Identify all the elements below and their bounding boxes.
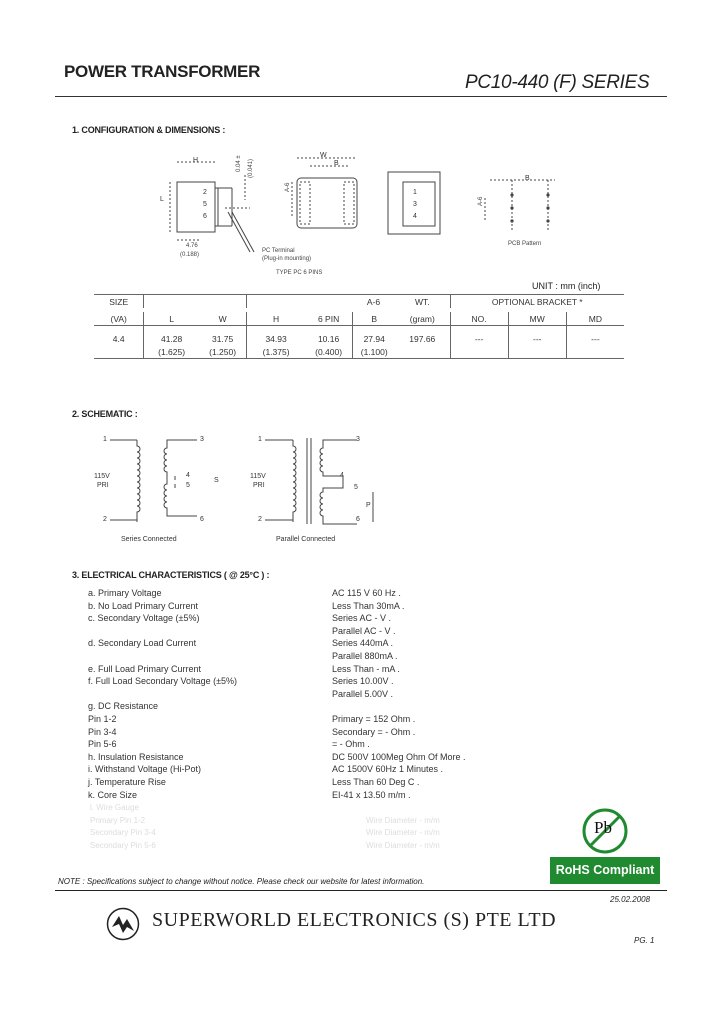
series-pri: PRI bbox=[97, 482, 109, 489]
spec-label: Pin 5-6 bbox=[88, 739, 117, 750]
th-h: H bbox=[247, 312, 305, 326]
parallel-pin-3: 3 bbox=[356, 436, 360, 443]
series-caption: Series Connected bbox=[121, 536, 177, 543]
footer-divider bbox=[55, 890, 667, 891]
cell-va-in bbox=[94, 345, 144, 359]
cell-w-in: (1.250) bbox=[209, 346, 237, 357]
spec-values bbox=[332, 587, 552, 801]
pin-dim-inch-label: (0.041) bbox=[248, 158, 254, 178]
pin-label-2: 2 bbox=[203, 189, 207, 196]
spec-value: AC 115 V 60 Hz . bbox=[332, 588, 401, 598]
spec-value: Less Than 30mA . bbox=[332, 600, 405, 611]
label-h: H bbox=[193, 157, 199, 164]
footer-note: NOTE : Specifications subject to change without notice. Please check our website for latest information. bbox=[58, 877, 425, 886]
th-l: L bbox=[144, 312, 199, 326]
page-title: POWER TRANSFORMER bbox=[64, 62, 261, 81]
faded-label: l. Wire Gauge bbox=[90, 803, 139, 812]
spec-labels bbox=[88, 587, 328, 801]
th-no: NO. bbox=[450, 312, 508, 326]
dimension-drawings bbox=[150, 140, 570, 285]
spec-value: AC 1500V 60Hz 1 Minutes . bbox=[332, 764, 444, 775]
spec-value: Secondary = - Ohm . bbox=[332, 726, 416, 737]
spec-value: Parallel 5.00V . bbox=[332, 688, 394, 699]
pin-label-4: 4 bbox=[413, 213, 417, 220]
spec-value: Parallel 880mA . bbox=[332, 650, 398, 661]
faded-labels bbox=[90, 802, 290, 852]
cell-w: 31.75 bbox=[211, 333, 234, 344]
spec-label: c. Secondary Voltage (±5%) bbox=[88, 613, 200, 624]
spec-value: Series 10.00V . bbox=[332, 676, 394, 687]
cell-b: 27.94 bbox=[353, 326, 395, 346]
plugin-label: (Plug-in mounting) bbox=[262, 256, 312, 262]
parallel-pin-4: 4 bbox=[340, 472, 344, 479]
company-name: SUPERWORLD ELECTRONICS (S) PTE LTD bbox=[152, 909, 557, 931]
spec-label bbox=[88, 625, 328, 638]
spec-value: = - Ohm . bbox=[332, 739, 370, 750]
section3-heading: 3. ELECTRICAL CHARACTERISTICS ( @ 25°C ) : bbox=[72, 570, 270, 580]
cell-l-in: (1.625) bbox=[144, 345, 199, 359]
spec-value: Primary = 152 Ohm . bbox=[332, 713, 416, 724]
cell-h: 34.93 bbox=[247, 326, 305, 346]
th-a6: A-6 bbox=[247, 295, 395, 309]
th-va: (VA) bbox=[110, 313, 127, 324]
series-pin-1: 1 bbox=[103, 436, 107, 443]
page-number: PG. 1 bbox=[634, 936, 655, 945]
parallel-pin-1: 1 bbox=[258, 436, 262, 443]
table-row bbox=[94, 345, 624, 359]
header-divider bbox=[55, 96, 667, 97]
company-logo-icon bbox=[106, 907, 140, 941]
faded-label: Secondary Pin 3-4 bbox=[90, 828, 156, 838]
spec-label: k. Core Size bbox=[88, 789, 138, 800]
faded-label: Primary Pin 1-2 bbox=[90, 815, 146, 825]
series-s: S bbox=[214, 477, 219, 484]
series-pin-4: 4 bbox=[186, 472, 190, 479]
th-md: MD bbox=[566, 312, 624, 326]
cell-b-in: (1.100) bbox=[353, 345, 395, 359]
th-bracket: OPTIONAL BRACKET * bbox=[450, 295, 624, 309]
faded-value: Wire Diameter - m/m bbox=[366, 815, 440, 825]
faded-value: Wire Diameter - m/m bbox=[366, 828, 440, 838]
pin-dim-label: 0.04 ± bbox=[236, 155, 242, 172]
parallel-voltage: 115V bbox=[250, 473, 266, 480]
th-b: B bbox=[353, 312, 395, 326]
parallel-pin-6: 6 bbox=[356, 516, 360, 523]
spec-label: d. Secondary Load Current bbox=[88, 638, 197, 649]
series-pin-2: 2 bbox=[103, 516, 107, 523]
pin-label-5: 5 bbox=[203, 201, 207, 208]
spec-label: g. DC Resistance bbox=[88, 701, 159, 712]
th-w: W bbox=[218, 313, 227, 324]
parallel-caption: Parallel Connected bbox=[276, 536, 336, 543]
faded-label: Secondary Pin 5-6 bbox=[90, 840, 156, 850]
spec-label: i. Withstand Voltage (Hi-Pot) bbox=[88, 764, 202, 775]
parallel-p: P bbox=[366, 502, 371, 509]
pitch-label: 4.76 bbox=[186, 243, 198, 249]
cell-md: --- bbox=[566, 326, 624, 346]
cell-h-in: (1.375) bbox=[247, 345, 305, 359]
cell-va: 4.4 bbox=[112, 333, 125, 344]
label-a6-front: A-6 bbox=[285, 182, 291, 192]
series-voltage: 115V bbox=[94, 473, 110, 480]
parallel-pin-2: 2 bbox=[258, 516, 262, 523]
spec-value: Series 440mA . bbox=[332, 638, 394, 649]
spec-value: Parallel AC - V . bbox=[332, 625, 396, 636]
label-w: W bbox=[320, 152, 327, 159]
cell-no: --- bbox=[450, 326, 508, 346]
series-pin-6: 6 bbox=[200, 516, 204, 523]
series-pin-5: 5 bbox=[186, 482, 190, 489]
spec-label bbox=[88, 688, 328, 701]
cell-md-in bbox=[566, 345, 624, 359]
spec-label: f. Full Load Secondary Voltage (±5%) bbox=[88, 676, 238, 687]
faded-value: Wire Diameter - m/m bbox=[366, 840, 440, 850]
th-gram: (gram) bbox=[409, 313, 435, 324]
cell-wt: 197.66 bbox=[409, 333, 436, 344]
spec-value: DC 500V 100Meg Ohm Of More . bbox=[332, 751, 466, 762]
section2-heading: 2. SCHEMATIC : bbox=[72, 409, 138, 419]
pin-label-6: 6 bbox=[203, 213, 207, 220]
pin-label-3: 3 bbox=[413, 201, 417, 208]
pitch-inch-label: (0.188) bbox=[180, 252, 200, 258]
series-title: PC10-440 (F) SERIES bbox=[465, 72, 650, 93]
dimensions-table bbox=[94, 294, 624, 359]
label-l: L bbox=[160, 196, 164, 203]
th-size: SIZE bbox=[109, 296, 129, 307]
th-mw: MW bbox=[508, 312, 566, 326]
spec-label: Pin 3-4 bbox=[88, 726, 117, 737]
spec-label: e. Full Load Primary Current bbox=[88, 663, 202, 674]
label-b: B bbox=[334, 160, 339, 167]
parallel-pin-5: 5 bbox=[354, 484, 358, 491]
cell-l: 41.28 bbox=[144, 326, 199, 346]
cell-wt-in bbox=[395, 345, 450, 359]
spec-value: Less Than 60 Deg C . bbox=[332, 776, 420, 787]
table-row bbox=[94, 326, 624, 346]
pc-terminal-label: PC Terminal bbox=[262, 248, 295, 254]
section1-heading: 1. CONFIGURATION & DIMENSIONS : bbox=[72, 125, 226, 135]
cell-no-in bbox=[450, 345, 508, 359]
spec-label: Pin 1-2 bbox=[88, 713, 117, 724]
th-6pin: 6 PIN bbox=[317, 313, 340, 324]
rohs-badge: RoHS Compliant bbox=[550, 857, 660, 884]
spec-value: EI-41 x 13.50 m/m . bbox=[332, 789, 411, 800]
faded-value bbox=[366, 802, 546, 815]
spec-value bbox=[332, 700, 552, 713]
pb-label: Pb bbox=[594, 818, 612, 837]
spec-label: h. Insulation Resistance bbox=[88, 751, 184, 762]
type-note: TYPE PC 6 PINS bbox=[276, 270, 323, 276]
document-date: 25.02.2008 bbox=[610, 895, 651, 904]
label-b-pcb: B bbox=[525, 175, 530, 182]
spec-label: a. Primary Voltage bbox=[88, 588, 162, 598]
unit-label: UNIT : mm (inch) bbox=[532, 281, 601, 291]
parallel-pri: PRI bbox=[253, 482, 265, 489]
cell-mw: --- bbox=[508, 326, 566, 346]
spec-label: j. Temperature Rise bbox=[88, 776, 166, 787]
cell-6pin: 10.16 bbox=[317, 333, 340, 344]
faded-values bbox=[366, 802, 546, 852]
spec-value: Less Than - mA . bbox=[332, 663, 400, 674]
spec-label: b. No Load Primary Current bbox=[88, 600, 199, 611]
pin-label-1: 1 bbox=[413, 189, 417, 196]
spec-label bbox=[88, 650, 328, 663]
cell-mw-in bbox=[508, 345, 566, 359]
spec-value: Series AC - V . bbox=[332, 613, 392, 624]
cell-6pin-in: (0.400) bbox=[315, 346, 343, 357]
label-a6-pcb: A-6 bbox=[478, 196, 484, 206]
pcb-pattern-label: PCB Pattern bbox=[508, 241, 542, 247]
series-pin-3: 3 bbox=[200, 436, 204, 443]
th-wt: WT. bbox=[414, 296, 430, 307]
schematic-drawings bbox=[95, 432, 395, 532]
